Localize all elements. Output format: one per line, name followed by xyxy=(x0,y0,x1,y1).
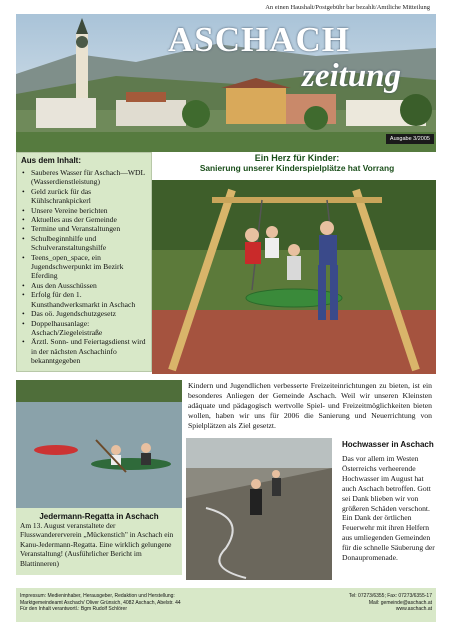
contents-item: • Teens_open_space, ein Jugendschwerpunkt im Bezirk Eferding xyxy=(21,253,147,281)
lead-subtitle: Sanierung unserer Kinderspielplätze hat Vorrang xyxy=(199,163,395,173)
contact-info: Tel: 07273/6355; Fax: 07273/6355-17 Mail: gemeinde@aschach.at www.aschach.at xyxy=(282,593,432,613)
masthead-title: ASCHACH xyxy=(168,20,351,59)
contents-list xyxy=(21,168,147,366)
imprint: Impressum: Medieninhaber, Herausgeber, Redaktion und Herstellung: Marktgemeindeamt Aschach/ Oliver Grünsich, 4082 Aschach, Abelstr. 44 Für den Inhalt verantwortl.: Bgm Rudolf Schlörer xyxy=(20,593,181,613)
flood-text: Das vor allem im Westen Österreichs verheerende Hochwasser im August hat auch Aschach betroffen. Gott sei Dank blieben wir von größeren Schäden verschont. Ein Dank der örtlichen Feuerwehr mit ihren Helfern aus umliegenden Gemeinden für die schnelle Säuberung der Donaupromenade. xyxy=(342,454,435,563)
contents-item: • Ärztl. Sonn- und Feiertagsdienst wird in der nächsten Aschachinfo bekanntgegeben xyxy=(21,337,147,365)
regatta-title: Jedermann-Regatta in Aschach xyxy=(16,508,182,528)
contents-item: • Doppelhausanlage: Aschach/Ziegeleistraße xyxy=(21,319,147,338)
regatta-photo xyxy=(16,380,182,508)
imprint-footer xyxy=(16,588,436,622)
contents-box xyxy=(16,152,152,372)
flood-title: Hochwasser in Aschach xyxy=(342,440,434,449)
lead-title: Ein Herz für Kinder: xyxy=(254,153,340,163)
contents-item: • Schulbeginnhilfe und Schulveranstaltungshilfe xyxy=(21,234,147,253)
contents-item: • Erfolg für den 1. Kunsthandwerksmarkt in Aschach xyxy=(21,290,147,309)
playground-photo xyxy=(152,180,436,374)
contents-item: • Sauberes Wasser für Aschach—WDL (Wasserdienstleistung) xyxy=(21,168,147,187)
contents-item: • Aus den Ausschüssen xyxy=(21,281,147,290)
masthead-subtitle: zeitung xyxy=(302,58,402,94)
masthead xyxy=(16,14,436,152)
regatta-text: Am 13. August veranstaltete der Flusswandererverein „Mückenstich" in Aschach ein Kanu-Jedermann-Regatta. Eine wirklich gelungene Veranstaltung! (Ausführlicher Bericht im Blattinneren) xyxy=(16,521,182,575)
lead-article: Kindern und Jugendlichen verbesserte Freizeiteinrichtungen zu bieten, ist ein besonderes Anliegen der Gemeinde Aschach. Weil wir unseren Kleinsten adäquate und pädagogisch wertvolle Spiel- und Freizeitmöglichkeiten bieten wollen, haben wir uns für 2006 die Sanierung und Neuerrichtung von Spielplätzen als Ziel gesetzt. xyxy=(188,381,432,430)
issue-badge: Ausgabe 3/2005 xyxy=(386,134,434,144)
contents-item: • Geld zurück für das Kühlschrankpickerl xyxy=(21,187,147,206)
flood-photo xyxy=(186,438,332,580)
contents-title: Aus dem Inhalt: xyxy=(21,156,82,165)
email-link[interactable]: Mail: gemeinde@aschach.at xyxy=(368,599,432,606)
mailing-notice: An einen Haushalt/Postgebühr bar bezahlt/Amtliche Mitteilung xyxy=(265,4,430,11)
contents-item: • Unsere Vereine berichten xyxy=(21,206,147,215)
website-link[interactable]: www.aschach.at xyxy=(395,606,432,613)
lead-headline xyxy=(156,153,438,173)
contents-item: • Termine und Veranstaltungen xyxy=(21,224,147,233)
contents-item: • Aktuelles aus der Gemeinde xyxy=(21,215,147,224)
contents-item: • Das oö. Jugendschutzgesetz xyxy=(21,309,147,318)
